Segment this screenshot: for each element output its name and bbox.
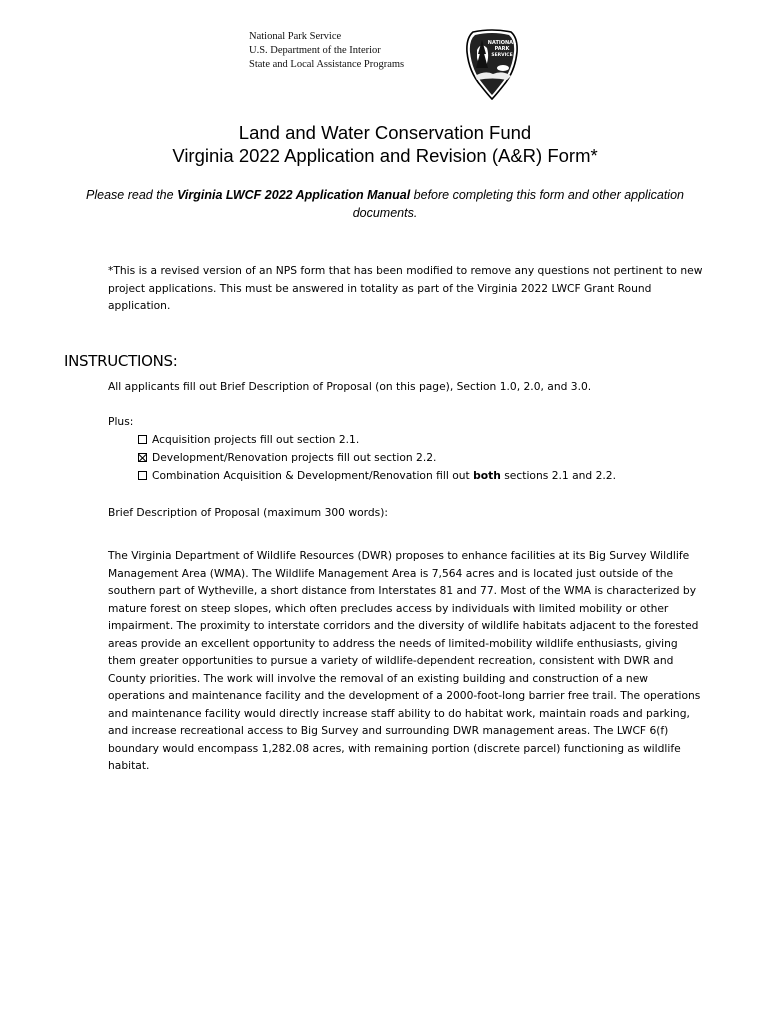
page-title — [0, 121, 770, 167]
logo-text-service: SERVICE — [491, 53, 513, 58]
combination-checkbox[interactable] — [138, 471, 147, 480]
description-label: Brief Description of Proposal (maximum 300 words): — [108, 506, 388, 519]
development-option[interactable] — [138, 449, 436, 467]
agency-header — [249, 30, 404, 72]
revision-note: *This is a revised version of an NPS form that has been modified to remove any questions not pertinent to new project applications. This must be answered in totality as part of the Virginia 2022 LWCF Grant Round application. — [108, 264, 703, 312]
plus-label: Plus: — [108, 415, 134, 428]
title-line-1: Land and Water Conservation Fund — [238, 122, 532, 143]
subtitle-prefix: Please read the — [86, 188, 178, 202]
combination-label-before: Combination Acquisition & Development/Renovation fill out — [152, 469, 474, 482]
agency-line-doi: U.S. Department of the Interior — [249, 45, 381, 56]
acquisition-option[interactable] — [138, 431, 359, 449]
combination-label-bold: both — [473, 469, 501, 482]
agency-line-programs: State and Local Assistance Programs — [249, 59, 405, 70]
agency-line-nps: National Park Service — [249, 31, 342, 42]
proposal-description: The Virginia Department of Wildlife Resources (DWR) proposes to enhance facilities at its Big Survey Wildlife Management Area (WMA). The Wildlife Management Area is 7,564 acres and is located just outside of the southern part of Wytheville, a short distance from Interstates 81 and 77. Most of the WMA is characterized by mature forest on steep slopes, which often precludes access by individuals with limited mobility or other impairment. The proximity to interstate corridors and the diversity of wildlife habitats adjacent to the forested areas provide an excellent opportunity to address the needs of limited-mobility wildlife enthusiasts, giving them greater opportunities to pursue a variety of wildlife-dependent recreation, consistent with DWR and County priorities. The work will involve the removal of an existing building and construction of a new operations and maintenance facility and the development of a 2000-foot-long barrier free trail. The operations and maintenance facility would directly increase staff ability to do habitat work, maintain roads and parking, and increase recreational access to Big Survey and surrounding DWR management areas. The LWCF 6(f) boundary would encompass 1,282.08 acres, with remaining portion (discrete parcel) functioning as wildlife habitat. — [108, 549, 701, 772]
acquisition-checkbox[interactable] — [138, 435, 147, 444]
nps-arrowhead-logo-icon — [463, 28, 521, 100]
all-applicants-instruction: All applicants fill out Brief Description of Proposal (on this page), Section 1.0, 2.0, and 3.0. — [108, 380, 592, 393]
subtitle-suffix: before completing this form and other application documents. — [352, 188, 684, 220]
combination-label-after: sections 2.1 and 2.2. — [500, 469, 616, 482]
instructions-heading: INSTRUCTIONS: — [64, 352, 178, 370]
development-checkbox[interactable] — [138, 453, 147, 462]
acquisition-option-label: Acquisition projects fill out section 2.1. — [152, 433, 360, 446]
combination-option[interactable] — [138, 467, 616, 485]
application-manual-reference: Virginia LWCF 2022 Application Manual — [177, 188, 411, 202]
logo-text-park: PARK — [494, 46, 510, 52]
logo-text-national: NATIONAL — [487, 40, 517, 46]
title-line-2: Virginia 2022 Application and Revision (A&R) Form* — [172, 145, 598, 166]
development-option-label: Development/Renovation projects fill out section 2.2. — [152, 451, 437, 464]
subtitle — [60, 186, 710, 222]
